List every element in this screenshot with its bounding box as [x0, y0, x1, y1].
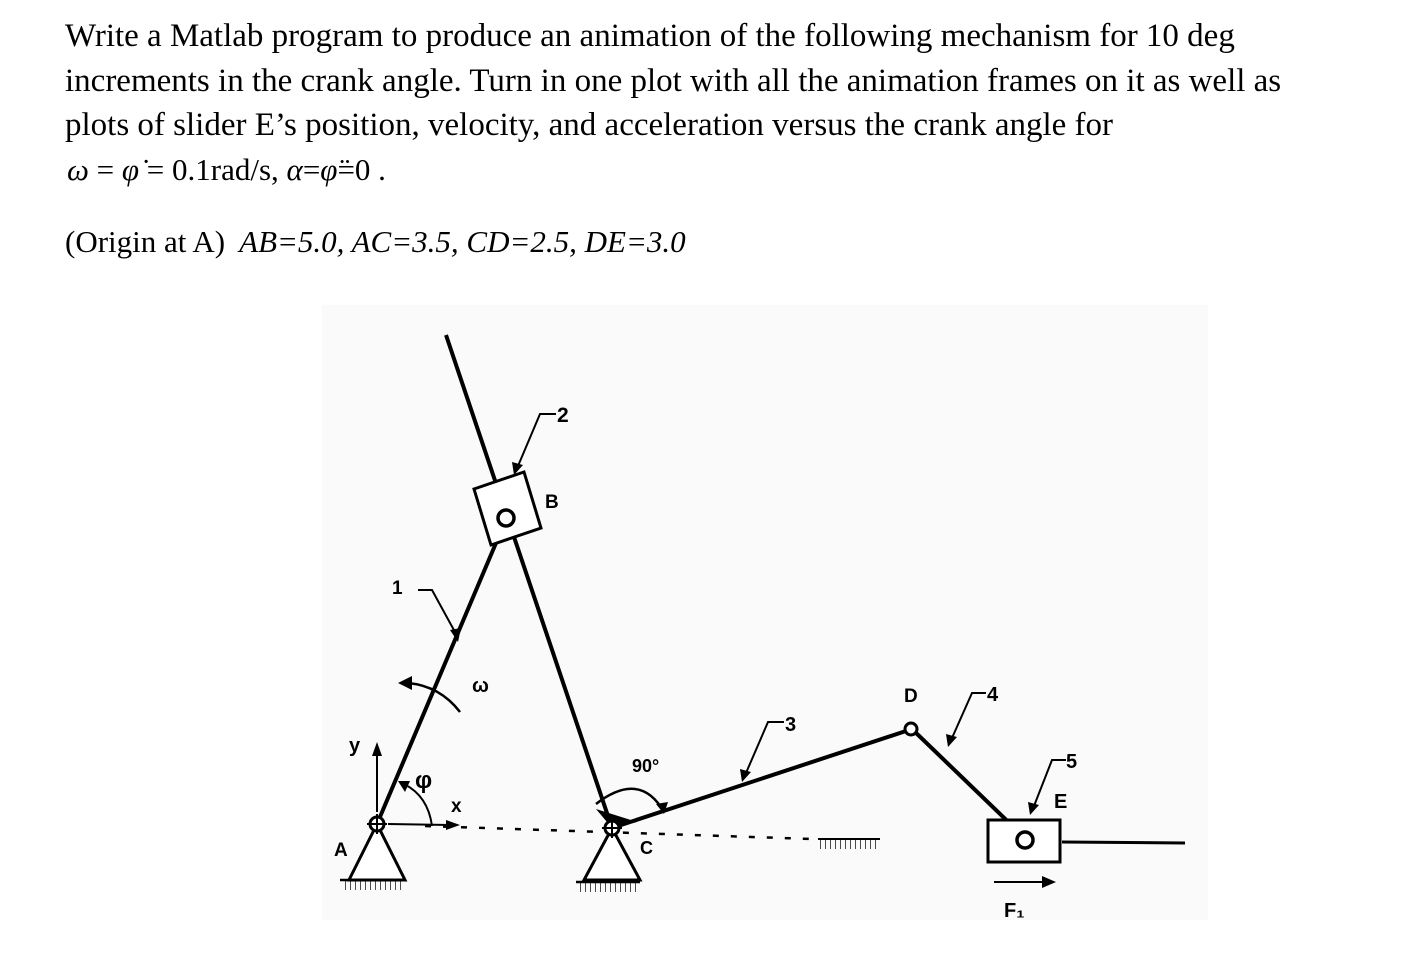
alpha-symbol: α [286, 152, 303, 187]
joint-d [905, 723, 917, 735]
label-point-c: C [640, 838, 653, 858]
label-link-2: 2 [557, 404, 569, 427]
motion-condition-equation: ω = φ̇ = 0.1rad/s, α=φ̈=0 . [67, 152, 386, 187]
label-phi: φ [415, 767, 433, 794]
phi-ddot-symbol: φ̈ [320, 152, 338, 187]
label-force-f1: F₁ [1004, 900, 1025, 922]
slider-block-e [988, 820, 1060, 862]
label-point-d: D [904, 686, 918, 707]
origin-note: (Origin at A) [65, 224, 226, 259]
label-point-b: B [545, 492, 559, 513]
omega-value: = 0.1rad/s, [146, 152, 279, 187]
label-point-e: E [1054, 791, 1068, 813]
phi-dot-symbol: φ̇ [121, 152, 140, 187]
slider-track [1062, 842, 1185, 843]
label-x-axis: x [451, 796, 462, 817]
label-link-1: 1 [392, 578, 403, 599]
problem-line-3: plots of slider E’s position, velocity, and acceleration versus the crank angle for [65, 107, 1114, 143]
label-link-4: 4 [987, 684, 999, 706]
problem-line-1: Write a Matlab program to produce an animation of the following mechanism for 10 deg [65, 18, 1235, 54]
label-angle-90: 90° [632, 756, 660, 776]
label-omega: ω [472, 675, 489, 697]
alpha-value: =0 . [337, 152, 386, 187]
label-link-5: 5 [1066, 751, 1078, 773]
link-lengths: AB=5.0, AC=3.5, CD=2.5, DE=3.0 [239, 224, 686, 259]
problem-line-2: increments in the crank angle. Turn in one plot with all the animation frames on it as well as [65, 62, 1282, 99]
label-point-a: A [334, 840, 348, 861]
figure-background [322, 305, 1208, 920]
label-link-3: 3 [785, 714, 797, 736]
slider-ground-hatch [818, 839, 880, 849]
label-y-axis: y [349, 735, 361, 757]
omega-symbol: ω [67, 152, 89, 187]
